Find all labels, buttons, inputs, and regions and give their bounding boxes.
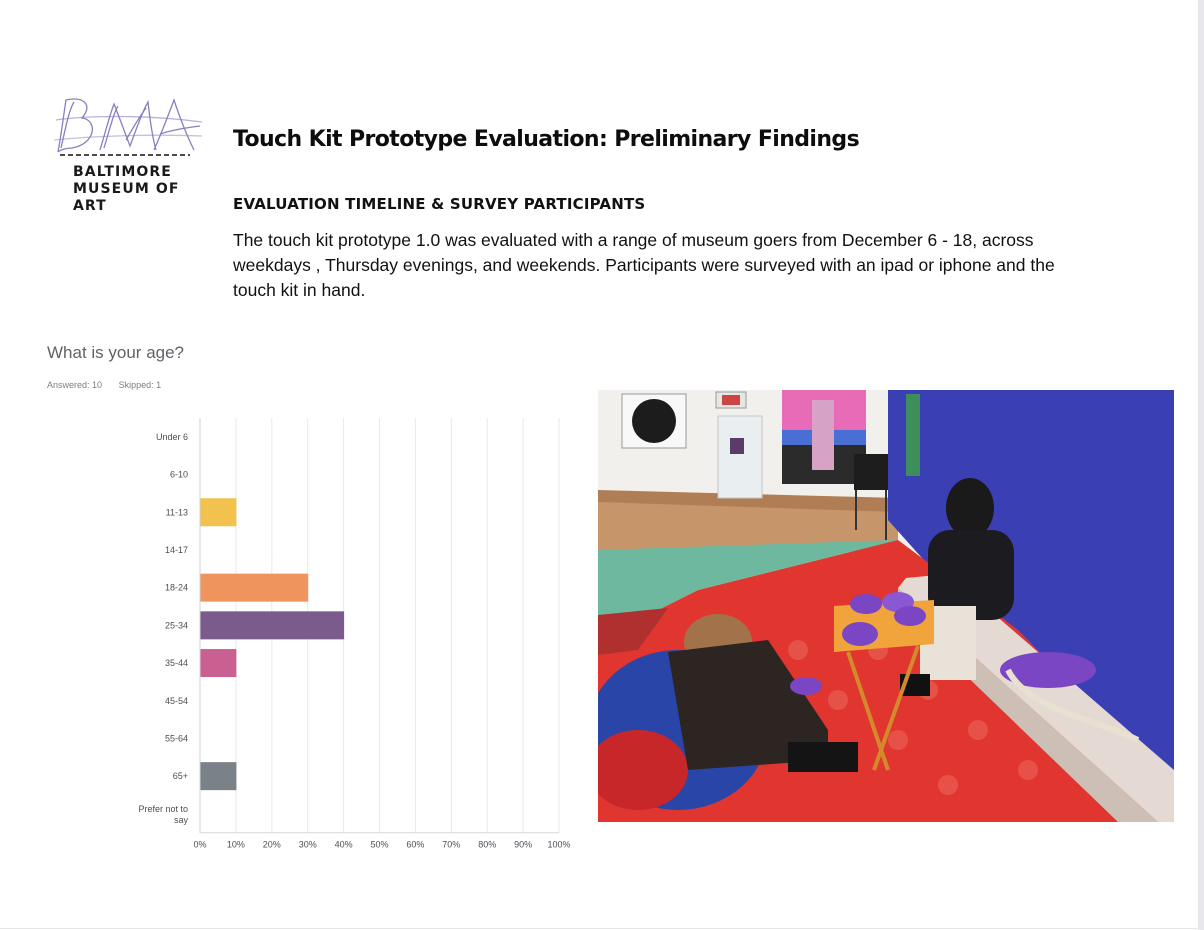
x-tick-label: 60% (406, 839, 425, 850)
x-tick-label: 90% (514, 839, 533, 850)
x-tick-label: 20% (262, 839, 281, 850)
intro-paragraph: The touch kit prototype 1.0 was evaluated with a range of museum goers from December 6 - 18, across weekdays , Thursday evenings, and weekends. Participants were surveyed with an ipad or iphone and the touch kit in hand. (233, 230, 1055, 300)
category-label: 25-34 (164, 620, 188, 631)
x-tick-label: 50% (370, 839, 389, 850)
skipped-count: Skipped: 1 (118, 380, 162, 390)
survey-question: What is your age? (47, 343, 185, 362)
x-tick-label: 0% (193, 839, 207, 850)
category-label: 45-54 (164, 695, 188, 706)
page-title: Touch Kit Prototype Evaluation: Preliminary Findings (233, 127, 860, 152)
x-tick-label: 30% (298, 839, 317, 850)
page-edge (1198, 0, 1204, 930)
bar (201, 762, 237, 790)
logo-line-2: MUSEUM OF (73, 181, 180, 197)
category-label: Under 6 (155, 431, 188, 442)
bma-monogram-icon (52, 90, 212, 170)
logo-line-1: BALTIMORE (73, 164, 172, 180)
museum-photo (598, 390, 1174, 822)
x-tick-label: 100% (547, 839, 571, 850)
x-tick-label: 40% (334, 839, 353, 850)
x-tick-label: 70% (442, 839, 461, 850)
category-label: 35-44 (164, 658, 188, 669)
bottom-divider (0, 928, 1198, 929)
category-label: 65+ (172, 771, 188, 782)
survey-meta (47, 380, 161, 390)
category-label: 18-24 (164, 582, 188, 593)
section-heading: EVALUATION TIMELINE & SURVEY PARTICIPANTS (233, 195, 646, 213)
bar (201, 498, 237, 526)
x-tick-label: 80% (478, 839, 497, 850)
bar (201, 649, 237, 677)
answered-count: Answered: 10 (47, 380, 103, 390)
category-label: say (173, 814, 188, 825)
logo-line-3: ART (73, 198, 107, 214)
bar (201, 611, 345, 639)
bma-logo (52, 90, 212, 220)
x-tick-label: 10% (226, 839, 245, 850)
bar (201, 574, 309, 602)
category-label: 11-13 (165, 507, 188, 518)
category-label: 55-64 (164, 733, 188, 744)
category-label: 14-17 (164, 544, 188, 555)
age-bar-chart (0, 405, 590, 865)
museum-photo-image (598, 390, 1174, 822)
category-label: 6-10 (169, 469, 188, 480)
category-label: Prefer not to (138, 803, 188, 814)
